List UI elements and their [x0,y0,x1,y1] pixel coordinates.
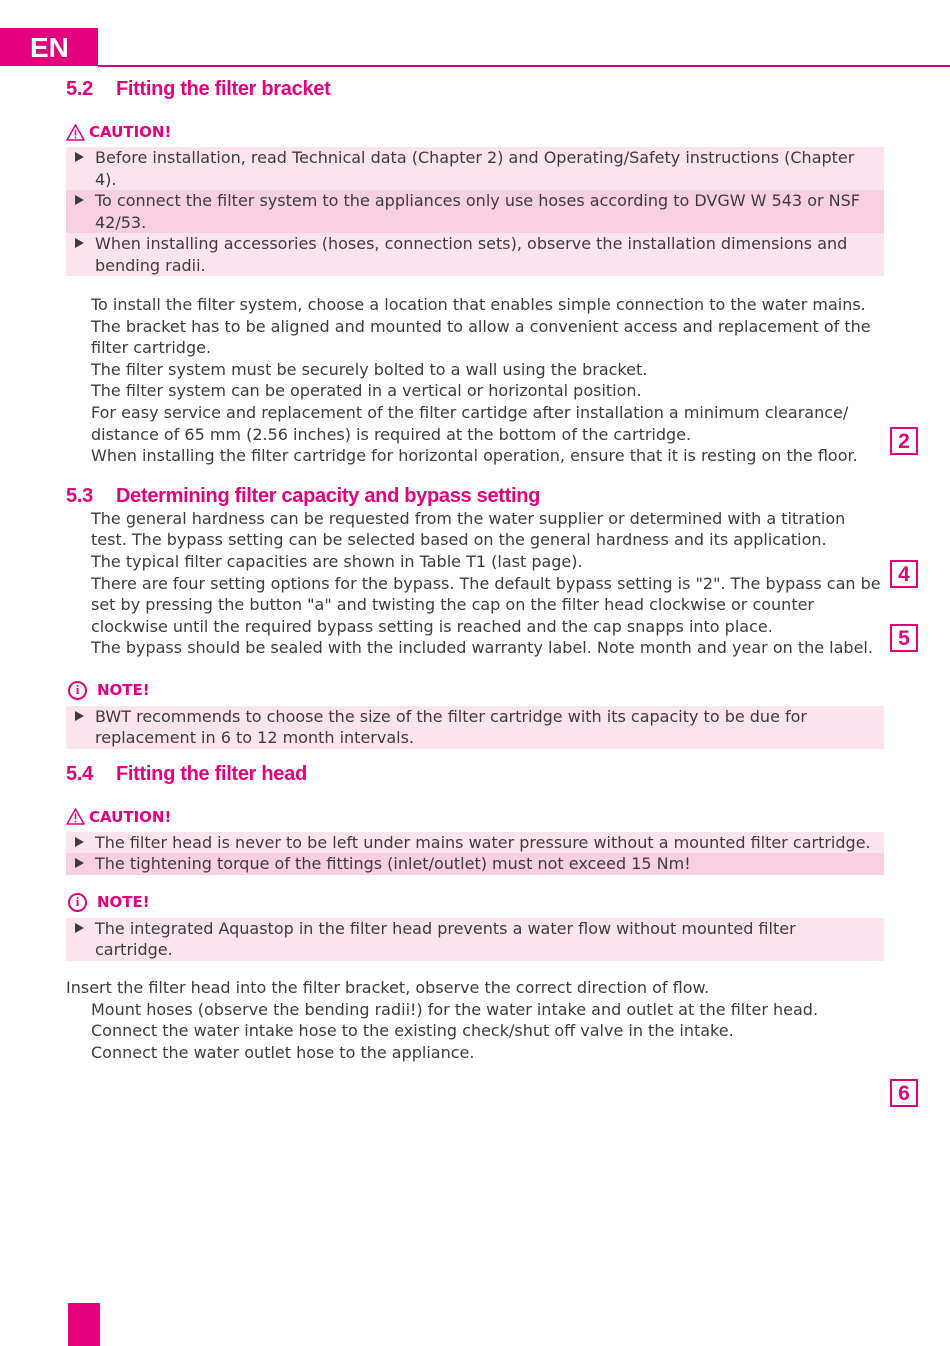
paragraph: The filter system can be operated in a vertical or horizontal position. [91,381,642,401]
note-list [66,918,884,961]
section-body-5-4 [66,977,884,1063]
info-circle-icon: i [68,681,87,700]
paragraph: Insert the filter head into the filter bracket, observe the correct direction of flow. [66,977,710,997]
triangle-bullet-icon [75,858,84,868]
note-label [66,681,884,700]
caution-label [66,123,884,141]
list-item: BWT recommends to choose the size of the filter cartridge with its capacity to be due for replacement in 6 to 12 month intervals. [66,706,884,749]
section-body-5-3 [66,508,884,659]
paragraph: To install the filter system, choose a location that enables simple connection to the water mains. [91,295,866,314]
paragraph: Connect the water outlet hose to the appliance. [91,1042,475,1062]
paragraph: The general hardness can be requested from the water supplier or determined with a titration test. The bypass setting can be selected based on the general hardness and its application. [91,508,846,550]
note-text: NOTE! [97,893,150,912]
triangle-bullet-icon [75,923,84,933]
figure-ref-6: 6 [890,1079,918,1107]
triangle-bullet-icon [75,152,84,162]
paragraph: For easy service and replacement of the filter cartidge after installation a minimum clearance/ distance of 65 mm (2.56 inches) is required at the bottom of the cartridge. [91,402,849,444]
paragraph: There are four setting options for the bypass. The default bypass setting is "2". The bypass can be set by pressing the button "a" and twisting the cap on the filter head clockwise or counter clockwise until the required bypass setting is reached and the cap snapps into place. [91,573,881,636]
note-label [66,893,884,912]
triangle-bullet-icon [75,238,84,248]
list-item: The integrated Aquastop in the filter head prevents a water flow without mounted filter cartridge. [66,918,884,961]
paragraph: The filter system must be securely bolted to a wall using the bracket. [91,359,648,379]
caution-list [66,147,884,276]
section-heading-5-3 [66,485,884,508]
list-item: When installing accessories (hoses, connection sets), observe the installation dimensions and bending radii. [66,233,884,276]
warning-triangle-icon [66,124,85,141]
list-item: Before installation, read Technical data (Chapter 2) and Operating/Safety instructions (Chapter 4). [66,147,884,190]
footer-accent-block [68,1303,100,1346]
paragraph: The bracket has to be aligned and mounted to allow a convenient access and replacement of the filter cartridge. [91,316,871,358]
section-number: 5.2 [66,78,93,100]
paragraph: When installing the filter cartridge for horizontal operation, ensure that it is resting on the floor. [91,446,858,466]
caution-list [66,832,884,875]
list-item: To connect the filter system to the appliances only use hoses according to DVGW W 543 or NSF 42/53. [66,190,884,233]
section-heading-5-4 [66,763,884,786]
triangle-bullet-icon [75,711,84,721]
figure-ref-4: 4 [890,560,918,588]
paragraph: Connect the water intake hose to the existing check/shut off valve in the intake. [91,1021,734,1041]
paragraph: Mount hoses (observe the bending radii!) for the water intake and outlet at the filter head. [91,999,819,1019]
triangle-bullet-icon [75,837,84,847]
figure-ref-5: 5 [890,624,918,652]
triangle-bullet-icon [75,195,84,205]
paragraph: The typical filter capacities are shown in Table T1 (last page). [91,551,583,571]
note-text: NOTE! [97,681,150,700]
section-title: Fitting the filter head [116,762,307,785]
section-heading-5-2 [66,78,884,101]
caution-text: CAUTION! [89,123,172,141]
section-number: 5.3 [66,484,93,507]
header-rule [98,65,950,67]
figure-ref-2: 2 [890,427,918,455]
language-tab: EN [0,28,98,66]
note-list [66,706,884,749]
section-title: Fitting the filter bracket [116,78,331,100]
section-title: Determining filter capacity and bypass setting [116,484,541,507]
warning-triangle-icon [66,808,85,825]
section-number: 5.4 [66,762,93,785]
paragraph: The bypass should be sealed with the included warranty label. Note month and year on the label. [91,638,873,658]
info-circle-icon: i [68,893,87,912]
list-item: The tightening torque of the fittings (inlet/outlet) must not exceed 15 Nm! [66,853,884,875]
caution-label [66,808,884,826]
section-body-5-2 [66,294,884,467]
page-content [66,74,884,1063]
caution-text: CAUTION! [89,807,172,826]
list-item: The filter head is never to be left under mains water pressure without a mounted filter cartridge. [66,832,884,854]
